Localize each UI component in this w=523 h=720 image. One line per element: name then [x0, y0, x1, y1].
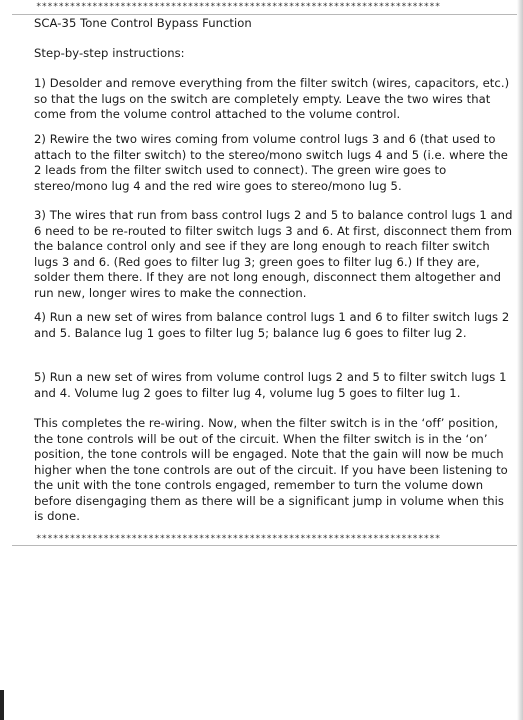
scan-edge-shadow	[517, 0, 523, 720]
step-2-paragraph: 2) Rewire the two wires coming from volume control lugs 3 and 6 (that used to attach to the filter switch) to the stereo/mono switch lugs 4 and 5 (i.e. where the 2 leads from the filter switch used to connect). The green wire goes to stereo/mono lug 4 and the red wire goes to stereo/mono lug 5.	[34, 132, 508, 193]
instructions-heading: Step-by-step instructions:	[34, 46, 185, 60]
scan-corner-mark	[0, 690, 4, 720]
step-4-paragraph: 4) Run a new set of wires from balance control lugs 1 and 6 to filter switch lugs 2 and 5. Balance lug 1 goes to filter lug 5; balance lug 6 goes to filter lug 2.	[34, 310, 510, 340]
step-3-paragraph: 3) The wires that run from bass control lugs 2 and 5 to balance control lugs 1 and 6 need to be re-routed to filter switch lugs 3 and 6. At first, disconnect them from the balance control only and see if they are long enough to reach filter switch lugs 3 and 6. (Red goes to filter lug 3; green goes to filter lug 6.) If they are, solder them there. If they are not long enough, disconnect them altogether and run new, longer wires to make the connection.	[34, 208, 513, 300]
bottom-star-divider: ************************************************************************	[36, 534, 441, 544]
conclusion-paragraph: This completes the re-wiring. Now, when the filter switch is in the ‘off’ position, the tone controls will be out of the circuit. When the filter switch is in the ‘on’ position, the tone controls will be engaged. Note that the gain will now be much higher when the tone controls are out of the circuit. If you have been listening to the unit with the tone controls engaged, remember to turn the volume down before disengaging them as there will be a significant jump in volume when this is done.	[34, 416, 508, 523]
document-title: SCA-35 Tone Control Bypass Function	[34, 16, 252, 30]
step-1-paragraph: 1) Desolder and remove everything from the filter switch (wires, capacitors, etc.) so that the lugs on the switch are completely empty. Leave the two wires that come from the volume control attached to the volume control.	[34, 76, 510, 121]
top-star-divider: ************************************************************************	[36, 2, 441, 12]
step-5-paragraph: 5) Run a new set of wires from volume control lugs 2 and 5 to filter switch lugs 1 and 4. Volume lug 2 goes to filter lug 4, volume lug 5 goes to filter lug 1.	[34, 370, 507, 400]
bottom-rule	[12, 545, 517, 546]
top-rule	[12, 14, 517, 15]
